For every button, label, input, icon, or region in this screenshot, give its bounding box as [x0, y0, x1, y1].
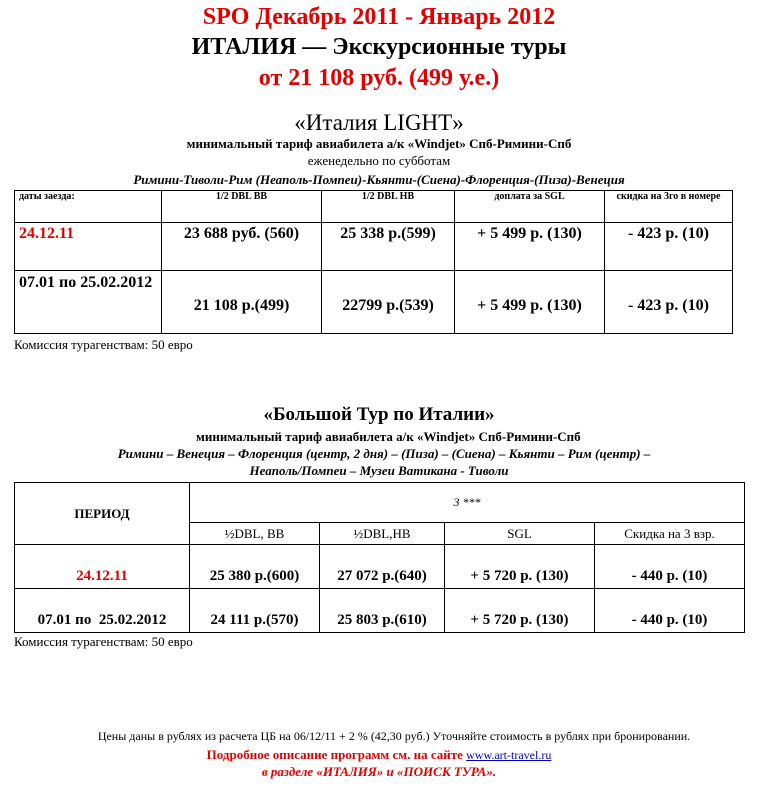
table-header-row [15, 483, 745, 523]
site-section: в разделе «ИТАЛИЯ» и «ПОИСК ТУРА». [261, 764, 497, 779]
row-hb: 22799 р.(539) [322, 271, 455, 334]
col-hotel-class: 3 *** [190, 483, 745, 523]
tour1-route: Римини-Тиволи-Рим (Неаполь-Помпеи)-Кьянти-(Сиена)-Флоренция-(Пиза)-Венеция [133, 172, 625, 187]
row-discount: - 440 р. (10) [595, 545, 745, 589]
price-from: от 21 108 руб. (499 у.е.) [258, 65, 500, 91]
tour2-commission: Комиссия турагенствам: 50 евро [14, 634, 193, 649]
site-description [0, 747, 758, 763]
tour2-tariff: минимальный тариф авиабилета а/к «Windjet» Спб-Римини-Спб [196, 429, 581, 444]
row-discount: - 423 р. (10) [605, 271, 733, 334]
prices-note: Цены даны в рублях из расчета ЦБ на 06/12/11 + 2 % (42,30 руб.) Уточняйте стоимость в рублях при бронировании. [97, 729, 691, 743]
col-discount: скидка на 3го в номере [605, 191, 733, 223]
table-row [15, 271, 733, 334]
tour1-commission: Комиссия турагенствам: 50 евро [14, 337, 193, 352]
row-date: 07.01 по 25.02.2012 [15, 271, 162, 334]
col-hb: 1/2 DBL HB [322, 191, 455, 223]
table-header-row [15, 191, 733, 223]
row-sgl: + 5 720 р. (130) [445, 545, 595, 589]
col-bb: 1/2 DBL BB [162, 191, 322, 223]
row-hb: 27 072 р.(640) [320, 545, 445, 589]
table-row [15, 223, 733, 271]
col-sgl: доплата за SGL [455, 191, 605, 223]
row-date: 24.12.11 [15, 223, 162, 271]
row-bb: 25 380 р.(600) [190, 545, 320, 589]
tour2-route-line2: Неаполь/Помпеи – Музеи Ватикана - Тиволи [249, 463, 509, 478]
row-bb: 24 111 р.(570) [190, 589, 320, 633]
col-discount: Скидка на 3 взр. [595, 523, 745, 545]
row-bb: 21 108 р.(499) [162, 271, 322, 334]
page-subtitle: ИТАЛИЯ — Экскурсионные туры [191, 34, 567, 60]
row-bb: 23 688 руб. (560) [162, 223, 322, 271]
row-date: 24.12.11 [15, 545, 190, 589]
tour1-price-table [14, 190, 733, 334]
col-hb: ½DBL,HB [320, 523, 445, 545]
row-sgl: + 5 499 р. (130) [455, 271, 605, 334]
table-row [15, 545, 745, 589]
row-discount: - 440 р. (10) [595, 589, 745, 633]
tour1-title: «Италия LIGHT» [294, 110, 464, 135]
tour2-title: «Большой Тур по Италии» [263, 404, 495, 425]
row-date: 07.01 по 25.02.2012 [15, 589, 190, 633]
col-dates: даты заезда: [15, 191, 162, 223]
row-hb: 25 803 р.(610) [320, 589, 445, 633]
tour1-tariff: минимальный тариф авиабилета а/к «Windjet» Спб-Римини-Спб [186, 136, 572, 151]
tour2-route-line1: Римини – Венеция – Флоренция (центр, 2 дня) – (Пиза) – (Сиена) – Кьянти – Рим (центр) – [117, 446, 651, 461]
title-dates: Декабрь 2011 - Январь 2012 [249, 4, 556, 30]
page-title [0, 3, 758, 31]
row-sgl: + 5 720 р. (130) [445, 589, 595, 633]
row-hb: 25 338 р.(599) [322, 223, 455, 271]
col-period: ПЕРИОД [15, 483, 190, 545]
row-sgl: + 5 499 р. (130) [455, 223, 605, 271]
site-link[interactable]: www.art-travel.ru [466, 748, 552, 762]
col-bb: ½DBL, BB [190, 523, 320, 545]
table-row [15, 589, 745, 633]
tour2-price-table [14, 482, 745, 633]
tour1-schedule: еженедельно по субботам [307, 153, 451, 168]
row-discount: - 423 р. (10) [605, 223, 733, 271]
col-sgl: SGL [445, 523, 595, 545]
site-description-text: Подробное описание программ см. на сайте [206, 747, 467, 762]
spo-label: SPO [202, 4, 250, 30]
